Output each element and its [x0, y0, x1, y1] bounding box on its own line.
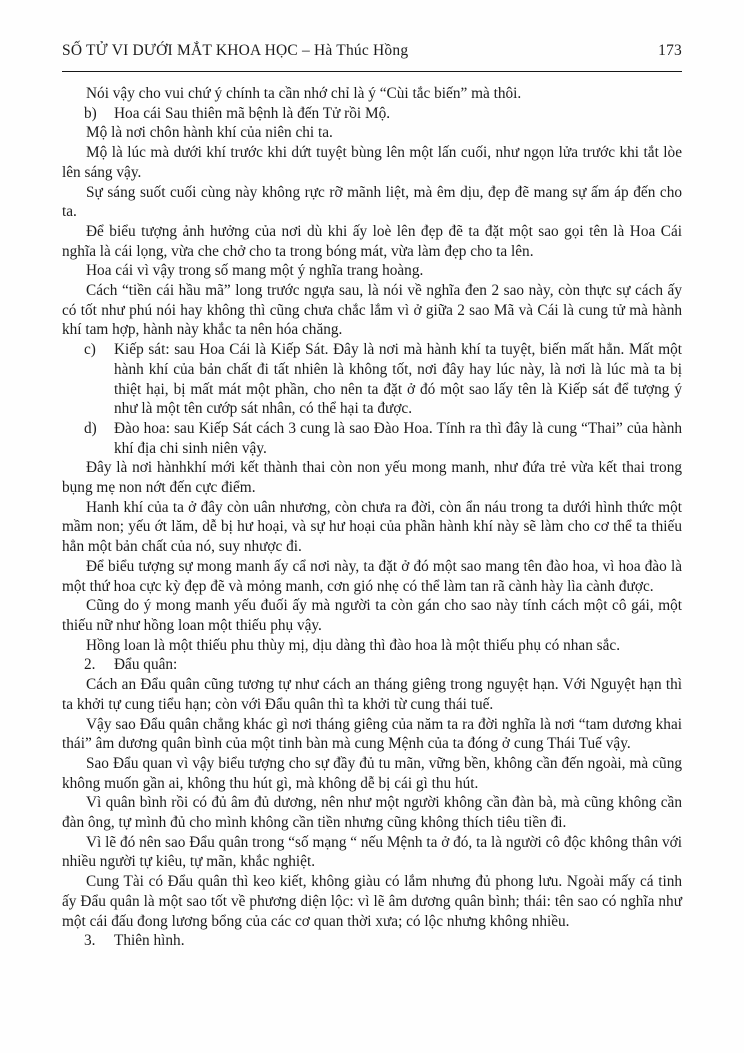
paragraph: [62, 281, 682, 340]
paragraph-text: Để biểu tượng ảnh hưởng của nơi dù khi ấy loè lên đẹp đẽ ta đặt một sao gọi tên là Hoa Cái nghĩa là cái lọng, vừa che chở cho ta trong bóng mát, vừa làm đẹp cho ta lên.: [62, 222, 682, 260]
page-body-text: [62, 84, 682, 951]
paragraph: [62, 123, 682, 143]
paragraph: [62, 655, 682, 675]
paragraph: [62, 636, 682, 656]
paragraph: [62, 872, 682, 931]
paragraph-text: Hanh khí của ta ở đây còn uân nhương, còn chưa ra đời, còn ẩn náu trong ta dưới hình thức một mầm non; yếu ớt lăm, dễ bị hư hoại, và sự hư hoại của phần hành khí này sẽ làm cho cơ thể ta thiếu hẳn một bản chất của nó, suy nhược đi.: [62, 498, 682, 556]
paragraph-text: Vì lẽ đó nên sao Đẩu quân trong “số mạng “ nếu Mệnh ta ở đó, ta là người cô độc không thân với nhiều người tự kiêu, tự mãn, khắc nghiệt.: [62, 833, 682, 871]
paragraph: [62, 931, 682, 951]
paragraph: [62, 143, 682, 182]
paragraph: [62, 222, 682, 261]
book-title: SỐ TỬ VI DƯỚI MẮT KHOA HỌC – Hà Thúc Hồng: [62, 42, 409, 59]
paragraph-text: Để biểu tượng sự mong manh ấy cẩ nơi này, ta đặt ở đó một sao mang tên đào hoa, vì hoa đào là một thứ hoa cực kỳ đẹp đẽ và mỏng manh, cơn gió nhẹ có thể làm tan rã cành hày lìa cành được.: [62, 557, 682, 595]
paragraph-text: Hoa cái Sau thiên mã bệnh là đến Tử rồi Mộ.: [114, 104, 391, 122]
paragraph: [62, 793, 682, 832]
paragraph: [62, 675, 682, 714]
paragraph-text: Đẩu quân:: [114, 656, 178, 674]
paragraph-text: Cách “tiền cái hầu mã” long trước ngựa sau, là nói về nghĩa đen 2 sao này, còn thực sự cách ấy có tốt như phú nói hay không thì cũng chưa chắc lắm vì ở giữa 2 sao Mã và Cái là cung tử mà hành khí tam hợp, hành này khắc ta nên hóa chăng.: [62, 282, 682, 339]
list-marker: b): [84, 104, 97, 122]
paragraph-text: Sự sáng suốt cuối cùng này không rực rỡ mãnh liệt, mà êm dịu, đẹp đẽ mang sự ấm áp đến cho ta.: [62, 183, 682, 221]
paragraph: [62, 557, 682, 596]
paragraph: [62, 715, 682, 754]
paragraph-text: Nói vậy cho vui chứ ý chính ta cần nhớ chỉ là ý “Cùi tắc biến” mà thôi.: [86, 85, 522, 102]
paragraph-text: Cũng do ý mong manh yếu đuối ấy mà người ta còn gán cho sao này tính cách một cô gái, một thiếu nữ như hồng loan một thiếu phụ vậy.: [62, 597, 682, 634]
paragraph-text: Cung Tài có Đẩu quân thì keo kiết, không giàu có lắm nhưng đủ phong lưu. Ngoài mấy cá tinh ấy Đẩu quân là một sao tốt về phương diện lộc: vì lẽ âm dương quân bình; thái: tên sao có nghĩa như một cái đấu đong lương bổng của các cơ quan thời xưa; có lộc nhưng không nhiều.: [62, 873, 682, 930]
paragraph: [62, 84, 682, 104]
paragraph-text: Sao Đẩu quan vì vậy biểu tượng cho sự đầy đủ tu mãn, vững bền, không cần đến ngoài, mà cũng không muốn gần ai, không thu hút gì, mà không dễ bị cái gì thu hút.: [62, 754, 682, 792]
list-marker: 2.: [84, 656, 96, 674]
paragraph-text: Hoa cái vì vậy trong số mang một ý nghĩa trang hoàng.: [86, 262, 424, 280]
paragraph: [62, 754, 682, 793]
paragraph-text: Vì quân bình rồi có đủ âm đủ dương, nên như một người không cần đàn bà, mà cũng không cần đàn ông, tự mình đủ cho mình không cần tiền nhưng cũng không thích tiêu tiền đi.: [62, 794, 682, 832]
paragraph-text: Đây là nơi hànhkhí mới kết thành thai còn non yếu mong manh, như đứa trẻ vừa kết thai trong bụng mẹ non nớt đến cực điểm.: [62, 459, 682, 497]
paragraph: [62, 833, 682, 872]
paragraph-text: Mộ là lúc mà dưới khí trước khi dứt tuyệt bùng lên một lấn cuối, như ngọn lửa trước khi tắt lòe lên sáng vậy.: [62, 144, 682, 181]
paragraph-text: Đào hoa: sau Kiếp Sát cách 3 cung là sao Đào Hoa. Tính ra thì đây là cung “Thai” của hành khí địa chi sinh niên vậy.: [114, 419, 682, 457]
paragraph: [62, 419, 682, 458]
paragraph: [62, 104, 682, 124]
paragraph-text: Kiếp sát: sau Hoa Cái là Kiếp Sát. Đây là nơi mà hành khí ta tuyệt, biến mất hẳn. Mất một hành khí của bản chất đi tất nhiên là không tốt, nơi đây hay lúc này, là nơi là lúc mà ta bị thiệt hại, bị mất mát một phần, cho nên ta đặt ở đó một sao lấy tên là Kiếp sát để tượng ý như là một tên cướp sát nhân, có thể hại ta được.: [114, 341, 682, 418]
paragraph-text: Hồng loan là một thiếu phu thùy mị, dịu dàng thì đào hoa là một thiếu phụ có nhan sắc.: [86, 636, 621, 654]
page-number: 173: [658, 42, 682, 59]
paragraph: [62, 458, 682, 497]
list-marker: c): [84, 341, 96, 359]
paragraph: [62, 498, 682, 557]
paragraph-text: Cách an Đẩu quân cũng tương tự như cách an tháng giêng trong nguyệt hạn. Với Nguyệt hạn thì ta khởi tự cung tiểu hạn; còn với Đẩu quân thì ta khởi từ cung thái tuế.: [62, 676, 682, 713]
paragraph: [62, 183, 682, 222]
paragraph-text: Mộ là nơi chôn hành khí của niên chi ta.: [86, 124, 333, 142]
running-header: [62, 42, 682, 72]
paragraph: [62, 261, 682, 281]
list-marker: 3.: [84, 932, 96, 950]
paragraph: [62, 596, 682, 635]
list-marker: d): [84, 419, 97, 437]
paragraph-text: Thiên hình.: [114, 932, 185, 950]
paragraph: [62, 340, 682, 419]
paragraph-text: Vậy sao Đẩu quân chẳng khác gì nơi tháng giêng của năm ta ra đời nghĩa là nơi “tam dương khai thái” âm dương quân bình của một tinh bàn mà cung Mệnh của ta đóng ở cung Thái Tuế vậy.: [62, 715, 682, 753]
